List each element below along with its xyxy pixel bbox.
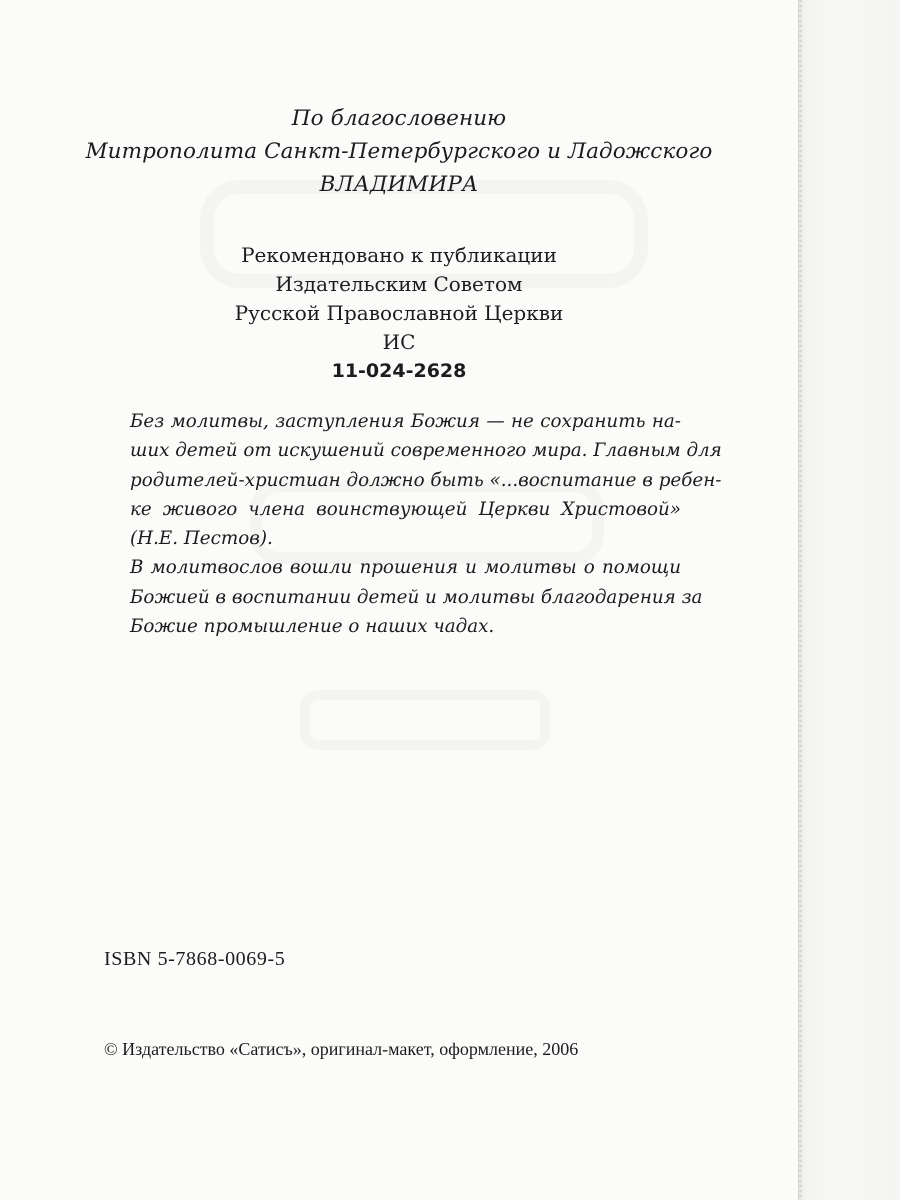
abstract-text [104, 407, 722, 641]
abstract-paragraph-1 [104, 407, 722, 553]
page-edge [798, 0, 900, 1200]
recommendation-line-1: Рекомендовано к публикации [241, 243, 557, 267]
abstract-line: ке живого члена воинствующей Церкви Христовой» [130, 498, 681, 520]
abstract-line: ших детей от искушений современного мира. Главным для [130, 440, 722, 462]
abstract-line: (Н.Е. Пестов). [130, 528, 273, 550]
abstract-paragraph-2 [104, 553, 703, 641]
recommendation-block [0, 241, 798, 386]
abstract-line: Божией в воспитании детей и молитвы благодарения за [130, 586, 703, 608]
recommendation-line-3: Русской Православной Церкви [234, 301, 564, 325]
copyright-notice: © Издательство «Сатисъ», оригинал-макет, оформление, 2006 [104, 1039, 579, 1059]
is-prefix: ИС [382, 330, 416, 354]
publishing-council-number [0, 328, 798, 386]
abstract-line: В молитвослов вошли прошения и молитвы о помощи [130, 557, 681, 579]
abstract-line: Божие промышление о наших чадах. [130, 616, 495, 638]
abstract-line: родителей-христиан должно быть «...воспитание в ребен- [130, 469, 722, 491]
isbn: ISBN 5-7868-0069-5 [104, 948, 286, 970]
blessing-line-3: ВЛАДИМИРА [319, 172, 479, 197]
is-number: 11-024-2628 [331, 360, 467, 382]
recommendation-line-2: Издательским Советом [275, 272, 523, 296]
blessing-line-2: Митрополита Санкт-Петербургского и Ладожского [85, 139, 713, 164]
abstract-line: Без молитвы, заступления Божия — не сохранить на- [130, 411, 681, 432]
blessing-line-1: По благословению [291, 106, 507, 131]
blessing-block [0, 102, 798, 201]
